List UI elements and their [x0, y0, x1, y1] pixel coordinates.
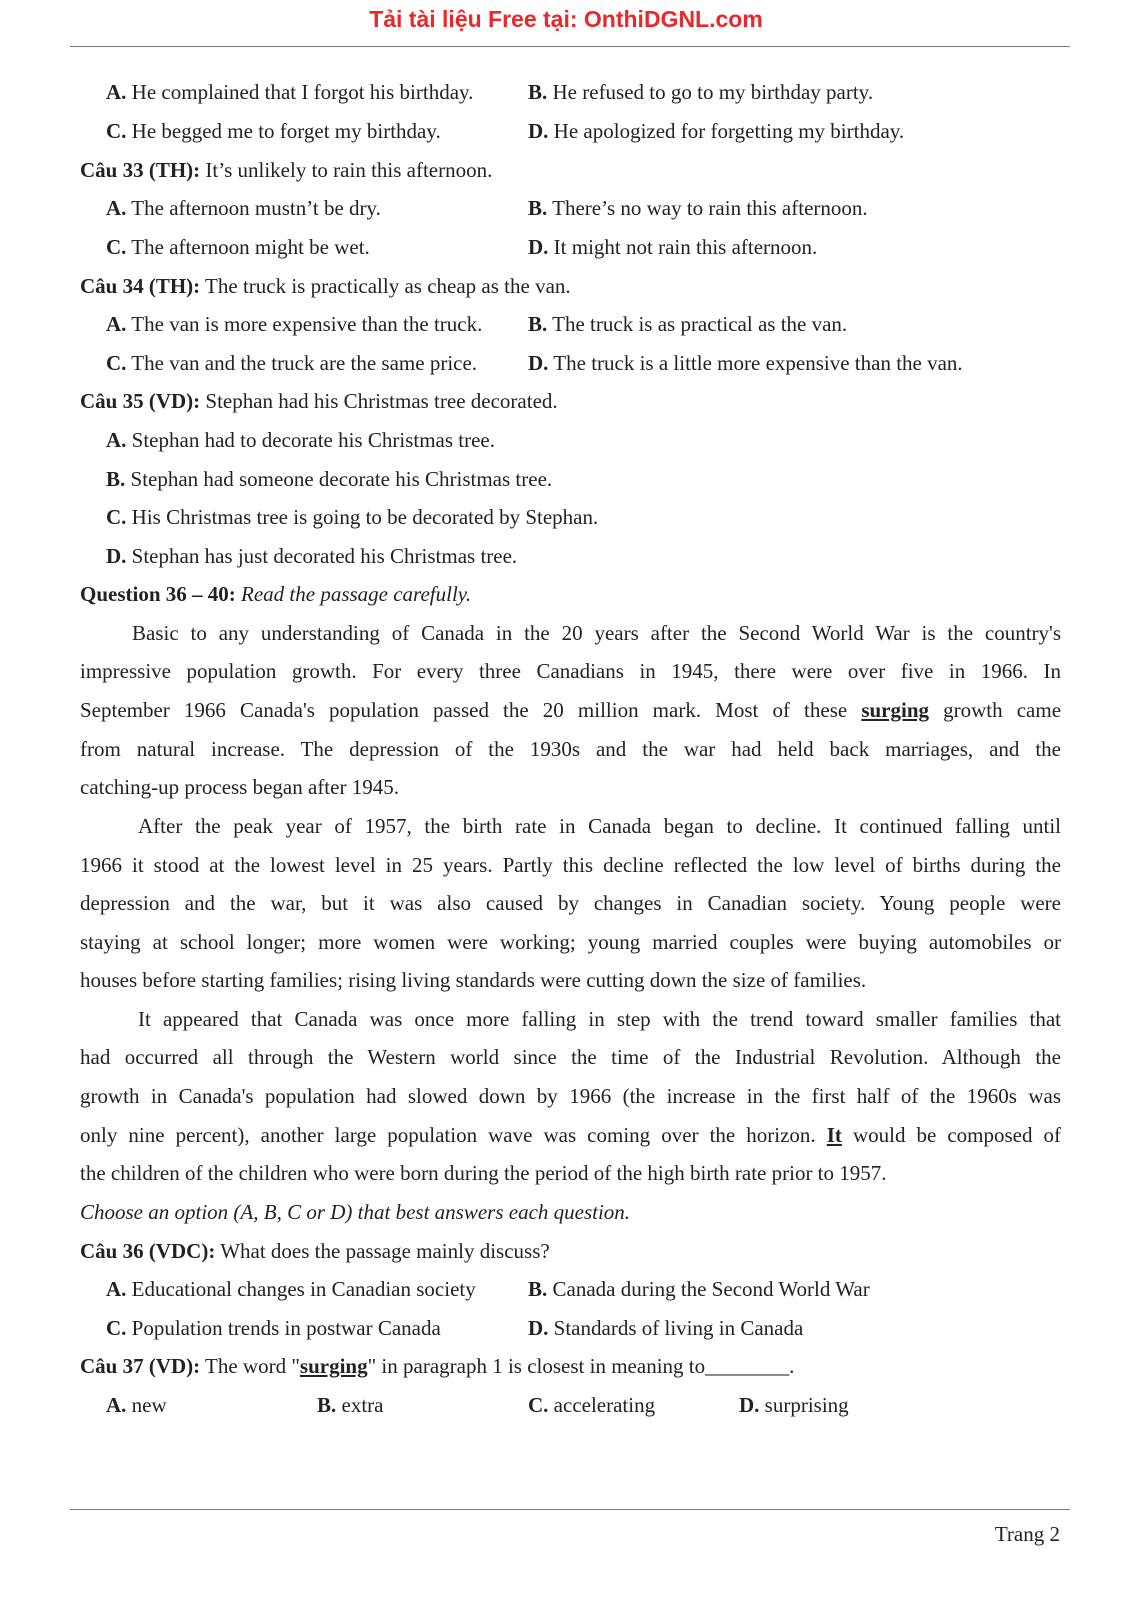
question-label: Câu 36 (VDC):	[80, 1239, 216, 1263]
q35-option-c	[106, 504, 598, 530]
highlighted-word-surging: surging	[299, 1354, 368, 1378]
option-label: D.	[106, 544, 127, 568]
option-label: B.	[528, 312, 548, 336]
option-label: B.	[528, 80, 548, 104]
passage-p1-line-5: catching-up process began after 1945.	[80, 775, 399, 799]
q34-option-d	[528, 350, 963, 376]
passage-p3-line-4	[80, 1122, 1061, 1148]
option-label: A.	[106, 428, 127, 452]
q34-option-a	[106, 311, 482, 337]
question-text: It’s unlikely to rain this afternoon.	[205, 158, 493, 182]
passage-p2-line-2: 1966 it stood at the lowest level in 25 years. Partly this decline reflected the low level of births during the	[80, 853, 1061, 877]
question-text-after: " in paragraph 1 is closest in meaning to________.	[367, 1354, 795, 1378]
option-text: Stephan had someone decorate his Christmas tree.	[130, 467, 553, 491]
q36-option-a	[106, 1276, 476, 1302]
option-text: Educational changes in Canadian society	[131, 1277, 476, 1301]
option-text: Standards of living in Canada	[553, 1316, 804, 1340]
option-text: He begged me to forget my birthday.	[131, 119, 441, 143]
option-text: His Christmas tree is going to be decorated by Stephan.	[131, 505, 599, 529]
option-label: D.	[528, 119, 549, 143]
q34-stem	[80, 273, 571, 299]
option-label: C.	[528, 1393, 549, 1417]
passage-p1-line-3	[80, 697, 1061, 723]
option-text: There’s no way to rain this afternoon.	[552, 196, 868, 220]
option-text: surprising	[764, 1393, 849, 1417]
header-divider	[70, 46, 1070, 47]
question-label: Câu 35 (VD):	[80, 389, 201, 413]
passage-p1-line-1: Basic to any understanding of Canada in the 20 years after the Second World War is the country's	[132, 621, 1061, 645]
option-label: B.	[106, 467, 126, 491]
footer-divider	[70, 1509, 1070, 1510]
option-label: D.	[528, 235, 549, 259]
q33-option-c	[106, 234, 370, 260]
option-text: He complained that I forgot his birthday.	[131, 80, 474, 104]
passage-heading-text: Read the passage carefully.	[241, 582, 472, 606]
option-text: It might not rain this afternoon.	[553, 235, 818, 259]
q33-option-d	[528, 234, 817, 260]
option-label: C.	[106, 235, 127, 259]
q35-stem	[80, 388, 558, 414]
option-label: B.	[528, 196, 548, 220]
option-label: D.	[528, 1316, 549, 1340]
q34-option-c	[106, 350, 477, 376]
passage-heading	[80, 581, 471, 607]
passage-p3-line-1: It appeared that Canada was once more falling in step with the trend toward smaller families that	[138, 1007, 1061, 1031]
q37-option-a	[106, 1392, 167, 1418]
option-text: The afternoon mustn’t be dry.	[131, 196, 381, 220]
option-text: extra	[341, 1393, 384, 1417]
header-download-link[interactable]: Tải tài liệu Free tại: OnthiDGNL.com	[369, 6, 763, 32]
text-segment: growth came	[943, 698, 1062, 722]
q37-option-d	[739, 1392, 849, 1418]
option-label: C.	[106, 351, 127, 375]
option-text: new	[131, 1393, 167, 1417]
option-text: Stephan has just decorated his Christmas tree.	[131, 544, 518, 568]
q35-option-a	[106, 427, 495, 453]
option-label: A.	[106, 196, 127, 220]
option-label: A.	[106, 1393, 127, 1417]
q33-stem	[80, 157, 492, 183]
option-label: B.	[317, 1393, 337, 1417]
option-label: A.	[106, 312, 127, 336]
q33-option-b	[528, 195, 868, 221]
text-segment: September 1966 Canada's population passed the 20 million mark. Most of these	[80, 698, 848, 722]
option-label: C.	[106, 505, 127, 529]
question-text: What does the passage mainly discuss?	[220, 1239, 550, 1263]
q36-option-c	[106, 1315, 441, 1341]
question-text: Stephan had his Christmas tree decorated.	[205, 389, 558, 413]
q33-option-a	[106, 195, 381, 221]
option-text: The truck is a little more expensive than the van.	[553, 351, 963, 375]
option-label: C.	[106, 1316, 127, 1340]
question-label: Câu 37 (VD):	[80, 1354, 201, 1378]
option-text: Population trends in postwar Canada	[131, 1316, 441, 1340]
passage-heading-label: Question 36 – 40:	[80, 582, 236, 606]
passage-p2-line-1: After the peak year of 1957, the birth rate in Canada began to decline. It continued falling until	[138, 814, 1061, 838]
q35-option-b	[106, 466, 552, 492]
option-label: C.	[106, 119, 127, 143]
q32-option-d	[528, 118, 904, 144]
option-label: B.	[528, 1277, 548, 1301]
passage-p1-line-2: impressive population growth. For every three Canadians in 1945, there were over five in 1966. In	[80, 659, 1061, 683]
q32-option-b	[528, 79, 873, 105]
highlighted-word-it: It	[826, 1123, 842, 1147]
option-text: He apologized for forgetting my birthday.	[553, 119, 905, 143]
q37-option-c	[528, 1392, 655, 1418]
passage-p3-line-2: had occurred all through the Western world since the time of the Industrial Revolution. Although the	[80, 1045, 1061, 1069]
q37-stem	[80, 1353, 794, 1379]
option-text: The afternoon might be wet.	[131, 235, 370, 259]
passage-p3-line-5: the children of the children who were born during the period of the high birth rate prior to 1957.	[80, 1161, 887, 1185]
q36-option-b	[528, 1276, 870, 1302]
q36-stem	[80, 1238, 550, 1264]
text-segment: only nine percent), another large population wave was coming over the horizon.	[80, 1123, 816, 1147]
question-label: Câu 34 (TH):	[80, 274, 201, 298]
q35-option-d	[106, 543, 517, 569]
page-number: Trang 2	[994, 1522, 1060, 1546]
passage-p1-line-4: from natural increase. The depression of the 1930s and the war had held back marriages, and the	[80, 737, 1061, 761]
instruction-text: Choose an option (A, B, C or D) that best answers each question.	[80, 1200, 631, 1224]
passage-p3-line-3: growth in Canada's population had slowed down by 1966 (the increase in the first half of the 1960s was	[80, 1084, 1061, 1108]
passage-p2-line-5: houses before starting families; rising living standards were cutting down the size of families.	[80, 968, 867, 992]
option-text: accelerating	[553, 1393, 656, 1417]
q36-option-d	[528, 1315, 803, 1341]
option-label: A.	[106, 80, 127, 104]
text-segment: would be composed of	[852, 1123, 1062, 1147]
question-text: The truck is practically as cheap as the van.	[205, 274, 571, 298]
q32-option-c	[106, 118, 441, 144]
option-text: Canada during the Second World War	[552, 1277, 870, 1301]
option-text: The van and the truck are the same price.	[131, 351, 478, 375]
q32-option-a	[106, 79, 473, 105]
question-text-before: The word "	[205, 1354, 300, 1378]
option-label: D.	[739, 1393, 760, 1417]
highlighted-word-surging: surging	[861, 698, 930, 722]
option-label: D.	[528, 351, 549, 375]
option-text: He refused to go to my birthday party.	[552, 80, 874, 104]
q37-option-b	[317, 1392, 384, 1418]
passage-p2-line-3: depression and the war, but it was also caused by changes in Canadian society. Young people were	[80, 891, 1061, 915]
option-text: The truck is as practical as the van.	[552, 312, 848, 336]
option-text: Stephan had to decorate his Christmas tree.	[131, 428, 495, 452]
q34-option-b	[528, 311, 847, 337]
option-text: The van is more expensive than the truck.	[131, 312, 483, 336]
option-label: A.	[106, 1277, 127, 1301]
question-label: Câu 33 (TH):	[80, 158, 201, 182]
passage-p2-line-4: staying at school longer; more women were working; young married couples were buying automobiles or	[80, 930, 1061, 954]
